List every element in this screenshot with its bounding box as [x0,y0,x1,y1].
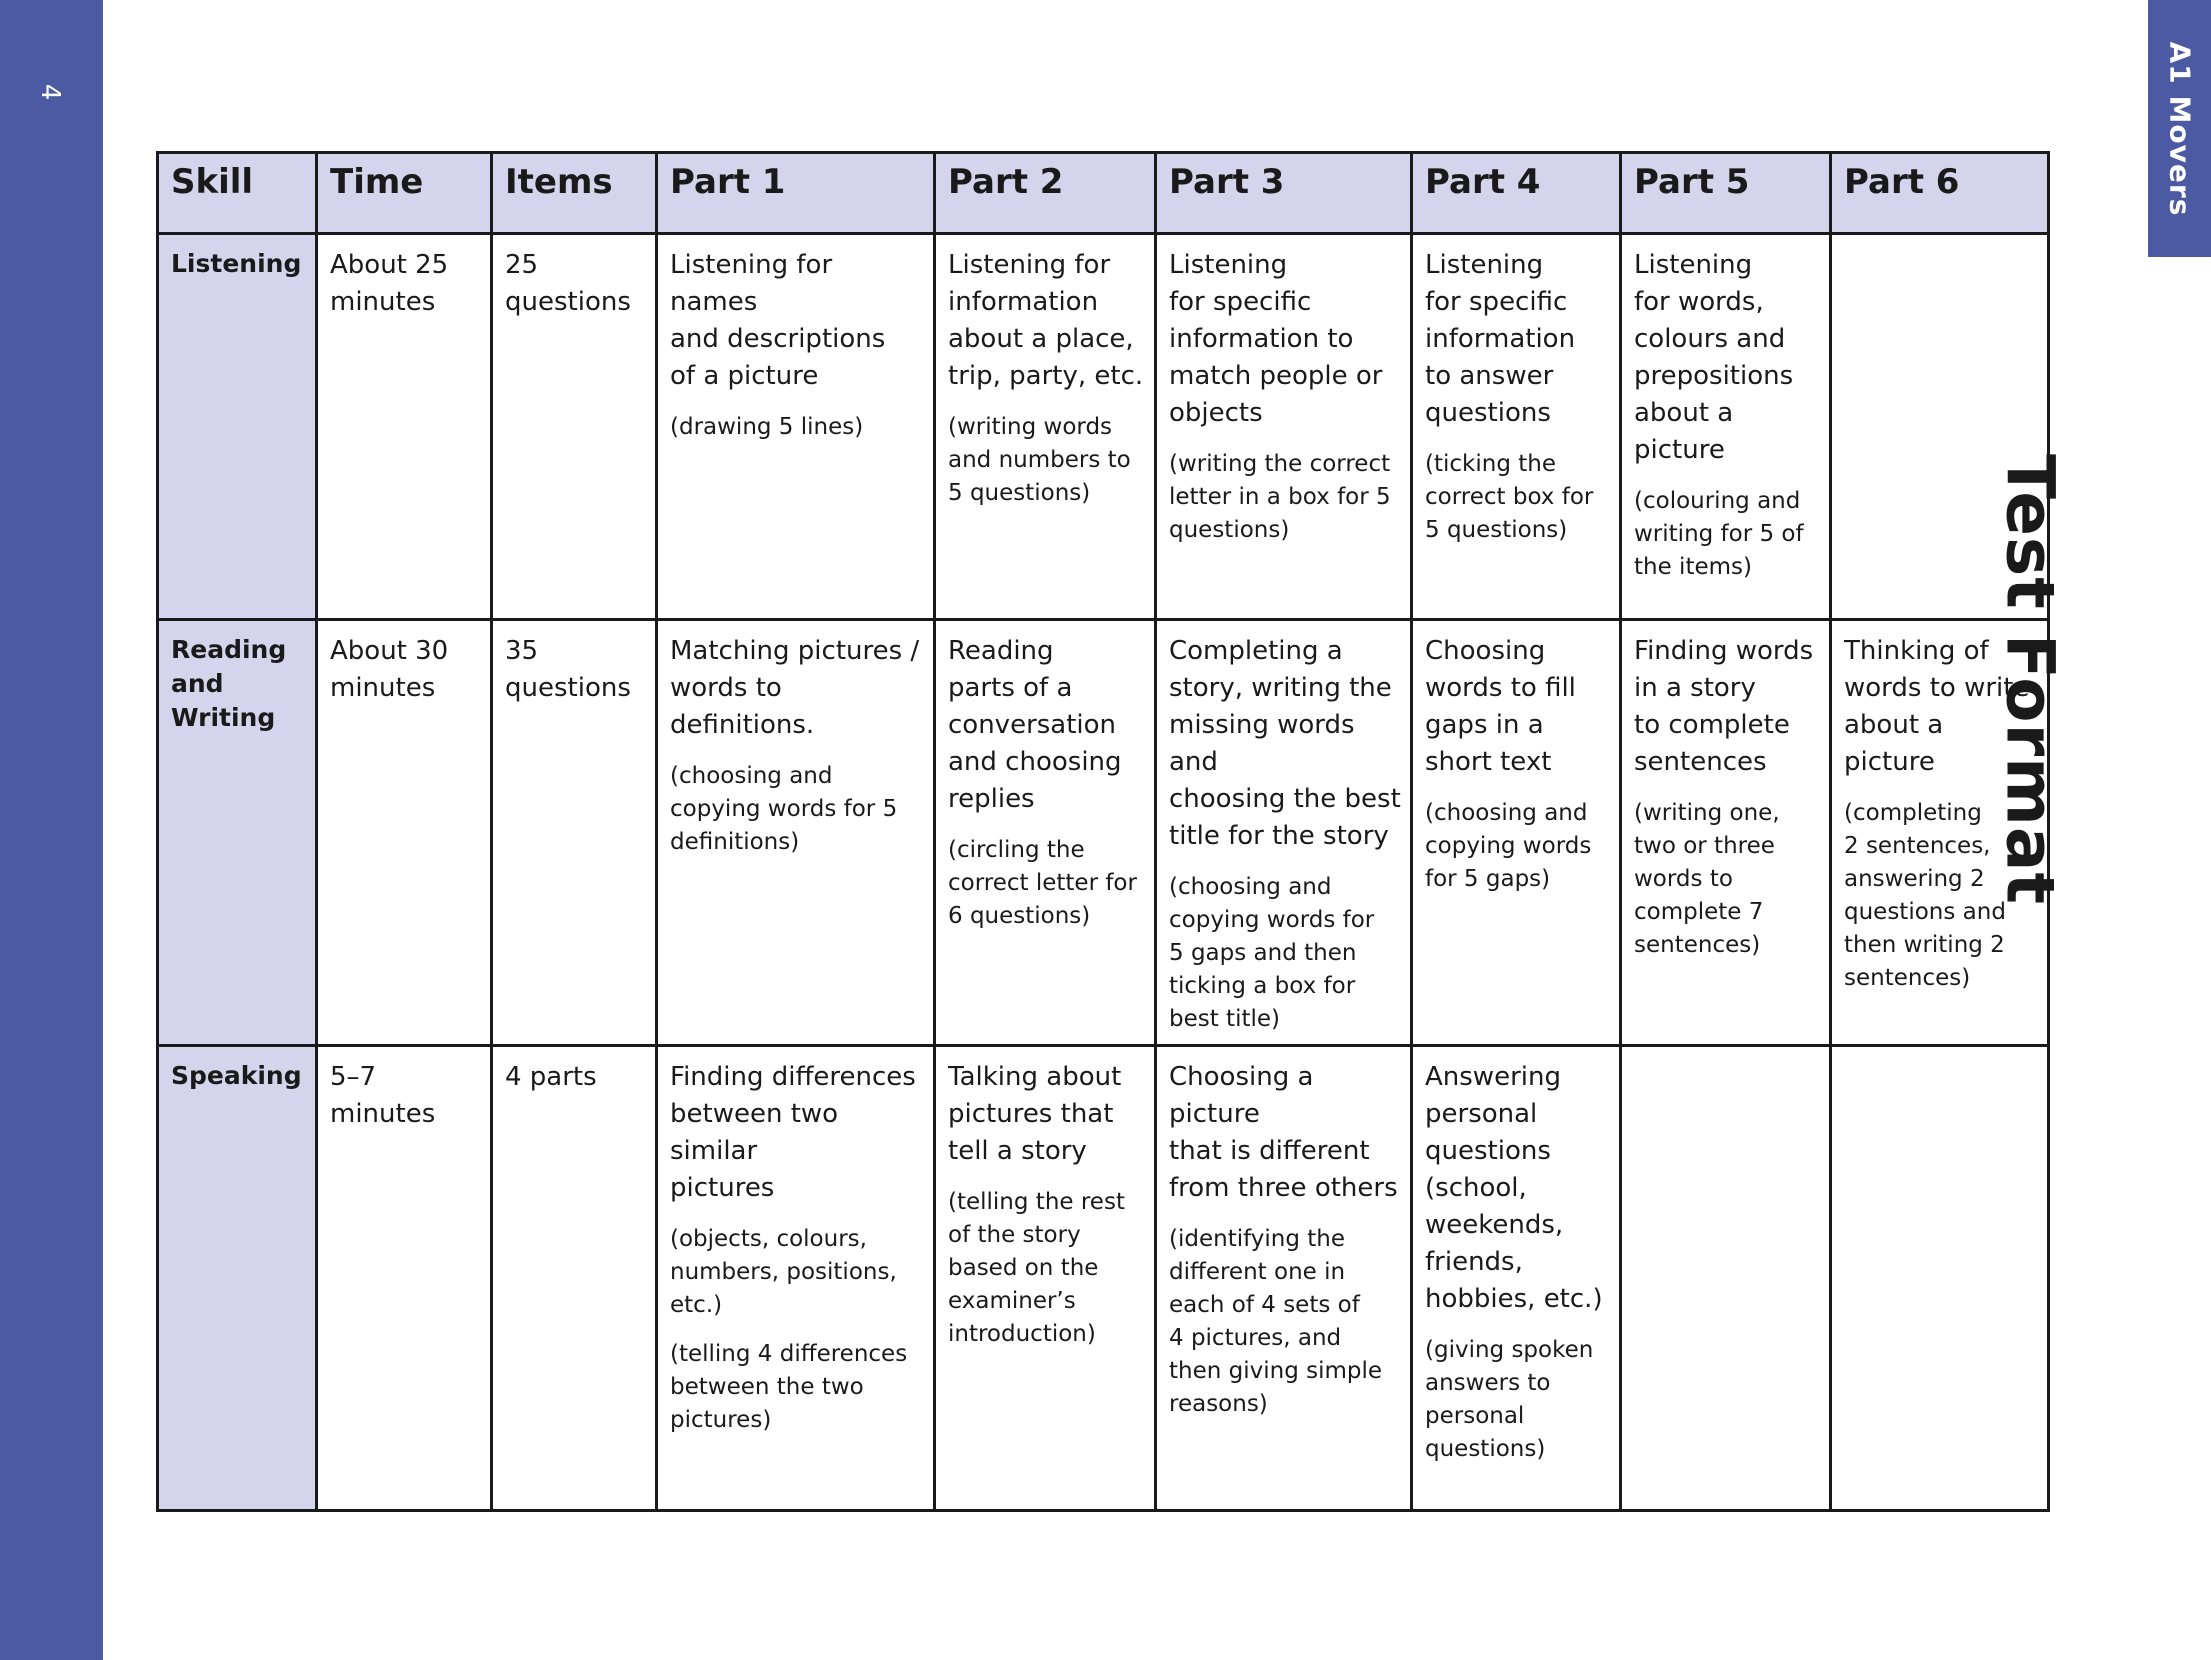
part-cell [1412,234,1621,620]
left-margin-strip [0,0,103,1660]
part-task-note: (choosing and copying words for 5 gaps and then ticking a box for best title) [1169,874,1375,1032]
part-task-note: (giving spoken answers to personal questions) [1425,1337,1594,1462]
part-cell [935,620,1156,1046]
skill-label: Speaking [171,1061,302,1090]
skill-cell [158,234,317,620]
header-part-3: Part 3 [1156,153,1412,234]
part-description: Talking about pictures that tell a story [948,1062,1122,1166]
items-cell [492,1046,657,1511]
part-task-note: (drawing 5 lines) [670,414,864,440]
part-description: Listening for specific information to match people or objects [1169,250,1383,428]
part-task-note: (writing the correct letter in a box for 5 questions) [1169,451,1391,543]
part-description: Reading parts of a conversation and choosing replies [948,636,1122,814]
items-value: 25 questions [505,250,631,317]
part-description: Answering personal questions (school, weekends, friends, hobbies, etc.) [1425,1062,1603,1314]
part-task-note: (identifying the different one in each of 4 sets of 4 pictures, and then giving simple reasons) [1169,1226,1383,1417]
part-description: Choosing a picture that is different from three others [1169,1062,1398,1203]
part-task-note: (completing 2 sentences, answering 2 questions and then writing 2 sentences) [1844,800,2006,991]
items-cell [492,234,657,620]
empty-cell [1621,1046,1831,1511]
header-time: Time [317,153,492,234]
level-label: A1 Movers [2163,41,2196,216]
level-tab [2148,0,2211,257]
time-value: 5–7 minutes [330,1062,436,1129]
part-cell [1412,620,1621,1046]
part-task-note: (telling the rest of the story based on the examiner’s introduction) [948,1189,1125,1347]
items-value: 4 parts [505,1062,597,1092]
header-row [158,153,2049,234]
header-skill: Skill [158,153,317,234]
time-cell [317,234,492,620]
empty-cell [1831,234,2049,620]
part-task-note: (choosing and copying words for 5 gaps) [1425,800,1592,892]
part-description: Matching pictures / words to definitions. [670,636,920,740]
section-title: Test Format [1991,454,2069,905]
part-cell [935,234,1156,620]
time-value: About 30 minutes [330,636,449,703]
part-cell [657,1046,935,1511]
part-description: Listening for names and descriptions of a picture [670,250,886,391]
table-row-speaking [158,1046,2049,1511]
part-task-note: (ticking the correct box for 5 questions) [1425,451,1594,543]
part-description: Finding differences between two similar pictures [670,1062,916,1203]
part-cell [1156,1046,1412,1511]
skill-label: Listening [171,249,302,278]
table-row-reading-writing [158,620,2049,1046]
part-task-note: (objects, colours, numbers, positions, etc.) [670,1226,897,1318]
part-task-note: (writing one, two or three words to complete 7 sentences) [1634,800,1780,958]
time-cell [317,620,492,1046]
header-part-4: Part 4 [1412,153,1621,234]
part-task-note: (choosing and copying words for 5 definitions) [670,763,898,855]
part-cell [1156,234,1412,620]
part-description: Choosing words to fill gaps in a short text [1425,636,1576,777]
part-cell [1156,620,1412,1046]
part-cell [1621,234,1831,620]
part-description: Finding words in a story to complete sentences [1634,636,1814,777]
header-part-6: Part 6 [1831,153,2049,234]
time-cell [317,1046,492,1511]
part-task-note: (writing words and numbers to 5 questions) [948,414,1131,506]
header-part-1: Part 1 [657,153,935,234]
part-cell [935,1046,1156,1511]
part-description: Listening for specific information to answer questions [1425,250,1576,428]
part-cell [657,620,935,1046]
part-cell [657,234,935,620]
items-value: 35 questions [505,636,631,703]
part-description: Listening for information about a place, trip, party, etc. [948,250,1144,391]
part-cell [1831,620,2049,1046]
part-task-note: (circling the correct letter for 6 questions) [948,837,1137,929]
skill-label: Reading and Writing [171,635,287,732]
part-description: Completing a story, writing the missing words and choosing the best title for the story [1169,636,1401,851]
skill-cell [158,1046,317,1511]
header-part-2: Part 2 [935,153,1156,234]
part-cell [1621,620,1831,1046]
items-cell [492,620,657,1046]
header-items: Items [492,153,657,234]
part-description: Listening for words, colours and prepositions about a picture [1634,250,1794,465]
time-value: About 25 minutes [330,250,449,317]
part-description: Thinking of words to write about a picture [1844,636,2030,777]
test-format-table [156,151,2050,1512]
header-part-5: Part 5 [1621,153,1831,234]
part-task-note-2: (telling 4 differences between the two pictures) [670,1341,908,1433]
page-number: 4 [35,83,65,101]
skill-cell [158,620,317,1046]
empty-cell [1831,1046,2049,1511]
part-task-note: (colouring and writing for 5 of the items) [1634,488,1804,580]
table-row-listening [158,234,2049,620]
part-cell [1412,1046,1621,1511]
